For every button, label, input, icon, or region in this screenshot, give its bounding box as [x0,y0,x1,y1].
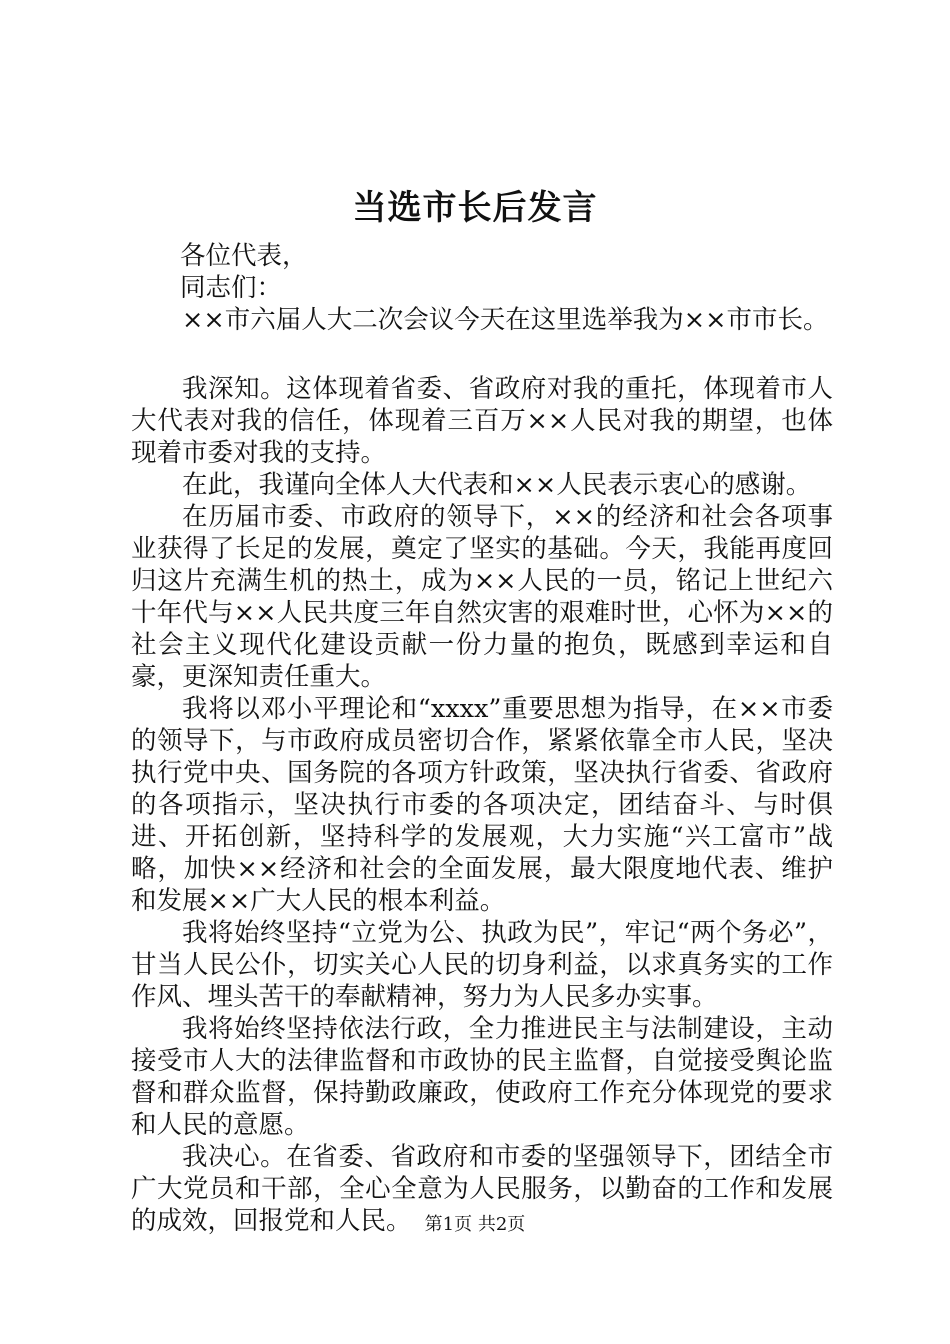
page-number: 第1页 共2页 [424,1214,526,1235]
paragraph-election: ××市六届人大二次会议今天在这里选举我为××市市长。 [182,305,829,335]
paragraph-resolve: 我决心。在省委、省政府和市委的坚强领导下，团结全市广大党员和干部，全心全意为人民服务，以勤奋的工作和发展的成效，回报党和人民。 [131,1142,833,1236]
greeting-comrades: 同志们： [180,273,283,303]
paragraph-history: 在历届市委、市政府的领导下，××的经济和社会各项事业获得了长足的发展，奠定了坚实的基础。今天，我能再度回归这片充满生机的热土，成为××人民的一员，铭记上世纪六十年代与××人民共度三年自然灾害的艰难时世，心怀为××的社会主义现代化建设贡献一份力量的抱负，既感到幸运和自豪，更深知责任重大。 [131,502,833,692]
paragraph-guidance: 我将以邓小平理论和“xxxx”重要思想为指导，在××市委的领导下，与市政府成员密切合作，紧紧依靠全市人民，坚决执行党中央、国务院的各项方针政策，坚决执行省委、省政府的各项指示，坚决执行市委的各项决定，团结奋斗、与时俱进、开拓创新，坚持科学的发展观，大力实施“兴工富市”战略，加快××经济和社会的全面发展，最大限度地代表、维护和发展××广大人民的根本利益。 [131,694,833,916]
paragraph-service: 我将始终坚持“立党为公、执政为民”，牢记“两个务必”，甘当人民公仆，切实关心人民的切身利益，以求真务实的工作作风、埋头苦干的奉献精神，努力为人民多办实事。 [131,918,833,1012]
document-body [131,240,833,1237]
document-title: 当选市长后发言 [352,188,598,228]
paragraph-rule-of-law: 我将始终坚持依法行政，全力推进民主与法制建设，主动接受市人大的法律监督和市政协的民主监督，自觉接受舆论监督和群众监督，保持勤政廉政，使政府工作充分体现党的要求和人民的意愿。 [131,1014,833,1140]
paragraph-trust: 我深知。这体现着省委、省政府对我的重托，体现着市人大代表对我的信任，体现着三百万××人民对我的期望，也体现着市委对我的支持。 [131,374,833,468]
greeting-delegates: 各位代表， [180,241,308,271]
paragraph-thanks: 在此，我谨向全体人大代表和××人民表示衷心的感谢。 [182,470,812,500]
